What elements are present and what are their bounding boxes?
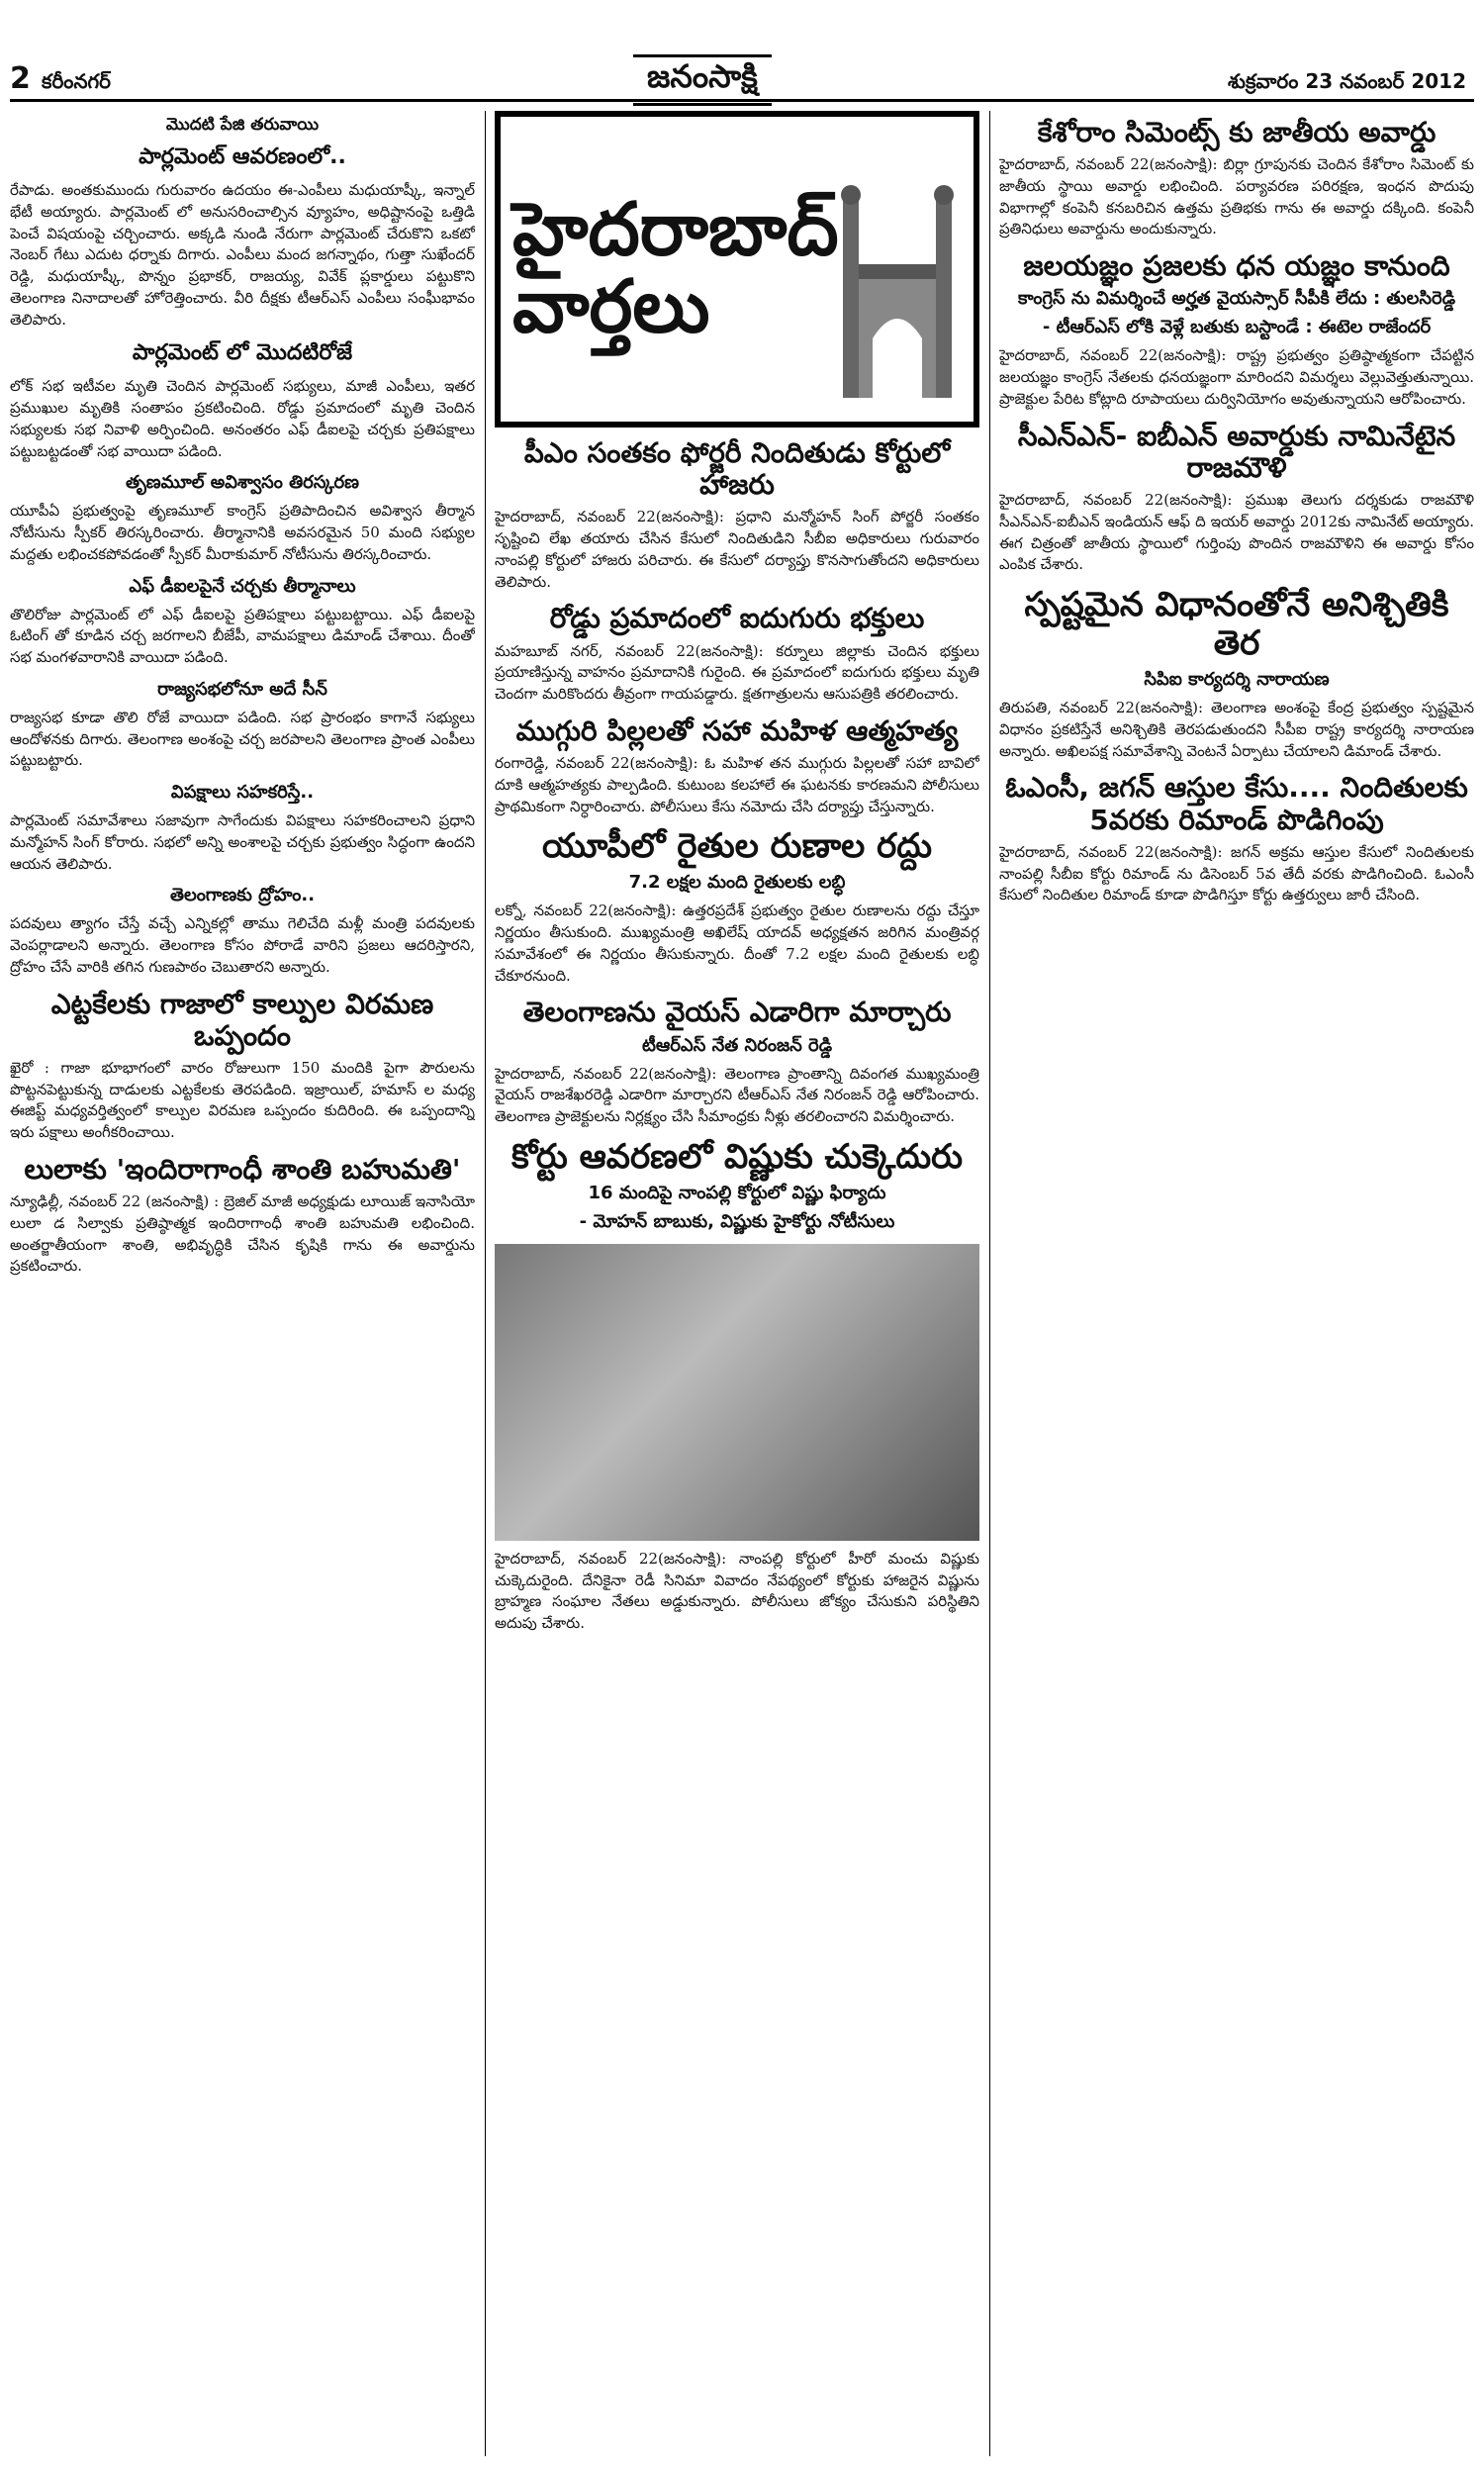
news-story (10, 782, 475, 875)
headline: పీఎం సంతకం ఫోర్జరీ నిందితుడు కోర్టులో హాజరు (523, 436, 951, 502)
story-body: యూపీఏ ప్రభుత్వంపై తృణమూల్ కాంగ్రెస్ ప్రతిపాదించిన అవిశ్వాస తీర్మాన నోటీసును స్పీకర్ తిరస్కరించారు. తీర్మానానికి అవసరమైన 50 మంది సభ్యుల మద్దతు లభించకపోవడంతో స్పీకర్ మీరాకుమార్ నోటీసును తిరస్కరించారు. (10, 502, 475, 563)
news-photo (495, 1244, 979, 1541)
story-body: హైదరాబాద్, నవంబర్ 22(జనంసాక్షి): బిర్లా గ్రూపునకు చెందిన కేశోరాం సిమెంట్ కు జాతీయ స్థాయి అవార్డు లభించింది. పర్యావరణ పరిరక్షణ, ఇంధన పొదుపు విభాగాల్లో కంపెనీ కనబరిచిన ఉత్తమ ప్రతిభకు గాను ఈ అవార్డు దక్కింది. కంపెనీ ప్రతినిధులు అవార్డును అందుకున్నారు. (999, 155, 1474, 238)
headline: ఓఎంసీ, జగన్ ఆస్తుల కేసు.... నిందితులకు 5వరకు రిమాండ్ పొడిగింపు (1005, 771, 1468, 836)
continued-label: మొదటి పేజి తరువాయి (165, 115, 320, 135)
column-left (10, 111, 475, 2456)
news-story (10, 576, 475, 669)
headline: తెలంగాణను వైయస్ ఎడారిగా మార్చారు (522, 996, 952, 1029)
story-body: న్యూఢిల్లీ, నవంబర్ 22 (జనంసాక్షి) : బ్రెజిల్ మాజీ అధ్యక్షుడు లూయిజ్ ఇనాసియో లులా డ సిల్వాకు ప్రతిష్ఠాత్మక ఇందిరాగాంధీ శాంతి బహుమతి లభించింది. అంతర్జాతీయంగా శాంతి, అభివృద్ధికి చేసిన కృషికి గాను ఈ అవార్డును ప్రకటించారు. (10, 1192, 475, 1276)
story-body: లక్నో, నవంబర్ 22(జనంసాక్షి): ఉత్తరప్రదేశ్ ప్రభుత్వం రైతుల రుణాలను రద్దు చేస్తూ నిర్ణయం తీసుకుంది. ముఖ్యమంత్రి అఖిలేష్ యాదవ్ అధ్యక్షతన జరిగిన మంత్రివర్గ సమావేశంలో ఈ నిర్ణయం తీసుకున్నారు. దీంతో 7.2 లక్షల మంది రైతులకు లబ్ధి చేకూరనుంది. (495, 902, 979, 985)
story-body: హైదరాబాద్, నవంబర్ 22(జనంసాక్షి): తెలంగాణ ప్రాంతాన్ని దివంగత ముఖ్యమంత్రి వైయస్ రాజశేఖరరెడ్డి ఎడారిగా మార్చారని టీఆర్ఎస్ నేత నిరంజన్ రెడ్డి ఆరోపించారు. తెలంగాణ ప్రాజెక్టులను నిర్లక్ష్యం చేసి సీమాంధ్రకు నీళ్లు తరలించారని విమర్శించారు. (495, 1064, 979, 1126)
story-body: తొలిరోజు పార్లమెంట్ లో ఎఫ్ డీఐలపై ప్రతిపక్షాలు పట్టుబట్టాయి. ఎఫ్ డీఐలపై ఓటింగ్ తో కూడిన చర్చ జరగాలని బీజేపీ, వామపక్షాలు డిమాండ్ చేశాయి. దీంతో సభ మంగళవారానికి వాయిదా పడింది. (10, 605, 475, 666)
subheadline: - మోహన్ బాబుకు, విష్ణుకు హైకోర్టు నోటీసులు (579, 1210, 895, 1232)
story-body: తిరుపతి, నవంబర్ 22(జనంసాక్షి): తెలంగాణ అంశంపై కేంద్ర ప్రభుత్వం స్పష్టమైన విధానం ప్రకటిస్తేనే అనిశ్చితికి తెరపడుతుందని సీపీఐ రాష్ట్ర కార్యదర్శి నారాయణ అన్నారు. అఖిలపక్ష సమావేశాన్ని వెంటనే ఏర్పాటు చేయాలని డిమాండ్ చేశారు. (999, 699, 1474, 760)
section-name: కరీంనగర్ (42, 69, 111, 93)
headline: తెలంగాణకు ద్రోహం.. (169, 885, 316, 906)
news-story (495, 715, 979, 817)
subheadline: కాంగ్రెస్ ను విమర్శించే అర్హత వైయస్సార్ సీపీకి లేదు : తులసిరెడ్డి (1017, 288, 1456, 310)
news-story (999, 117, 1474, 240)
story-body: హైదరాబాద్, నవంబర్ 22(జనంసాక్షి): నాంపల్లి కోర్టులో హీరో మంచు విష్ణుకు చుక్కెదురైంది. దేనికైనా రెడీ సినిమా వివాదం నేపథ్యంలో కోర్టుకు హాజరైన విష్ణును బ్రాహ్మణ సంఘాల నేతలు అడ్డుకున్నారు. పోలీసులు జోక్యం చేసుకుని పరిస్థితిని అదుపు చేశారు. (495, 1549, 979, 1633)
headline: లులాకు 'ఇందిరాగాంధీ శాంతి బహుమతి' (24, 1152, 461, 1186)
story-body: పదవులు త్యాగం చేస్తే వచ్చే ఎన్నికల్లో తాము గెలిచేది మళ్లీ మంత్రి పదవులకు వెంపర్లాడాలని అన్నారు. తెలంగాణ కోసం పోరాడే వారిని ప్రజలు ఆదరిస్తారని, ద్రోహం చేసే వారికి తగిన గుణపాఠం చెబుతారని అన్నారు. (10, 914, 475, 976)
section-brand-title: హైదరాబాద్ వార్తలు (512, 187, 839, 349)
story-body: హైదరాబాద్, నవంబర్ 22(జనంసాక్షి): ప్రధాని మన్మోహన్ సింగ్ పోర్జరీ సంతకం సృష్టించి లేఖ తయారు చేసిన కేసులో నిందితుడిని సీబీఐ అధికారులు గురువారం నాంపల్లి కోర్టులో హాజరు పరిచారు. ఈ కేసులో దర్యాప్తు కొనసాగుతోందని అధికారులు తెలిపారు. (495, 508, 979, 591)
headline: రాజ్యసభలోనూ అదే సీన్ (157, 678, 327, 700)
news-story (10, 989, 475, 1144)
headline: విపక్షాలు సహకరిస్తే.. (170, 782, 315, 803)
story-body: హైదరాబాద్, నవంబర్ 22(జనంసాక్షి): జగన్ అక్రమ ఆస్తుల కేసులో నిందితులకు నాంపల్లి సీబీఐ కోర్టు రిమాండ్ ను డిసెంబర్ 5వ తేదీ వరకు పొడిగించింది. ఓఎంసీ కేసులో నిందితుల రిమాండ్ కూడా పొడిగిస్తూ కోర్టు ఉత్తర్వులు జారీ చేసింది. (999, 842, 1474, 904)
news-story (495, 997, 979, 1127)
headline: రోడ్డు ప్రమాదంలో ఐదుగురు భక్తులు (549, 602, 925, 635)
issue-date: శుక్రవారం 23 నవంబర్ 2012 (1228, 69, 1466, 93)
story-body: రేపాడు. అంతకుముందు గురువారం ఉదయం ఈ-ఎంపీలు మధుయాష్కీ, ఇన్నాల్ భేటీ అయ్యారు. పార్లమెంట్ లో అనుసరించాల్సిన వ్యూహం, అధిష్టానంపై ఒత్తిడి పెంచే విషయంపై చర్చించారు. అక్కడి నుండి నేరుగా పార్లమెంట్ చేరుకొని ఒకటో నెంబర్ గేటు ఎదుట ధర్నాకు దిగారు. ఎంపీలు మంద జగన్నాథం, గుత్తా సుఖేందర్ రెడ్డి, మధుయాష్కీ, పొన్నం ప్రభాకర్, రాజయ్య, వివేక్ ప్లకార్డులు పట్టుకొని తెలంగాణ నినాదాలతో హోరెత్తించారు. వీరి దీక్షకు టీఆర్ఎస్ ఎంపీలు సంఘీభావం తెలిపారు. (10, 181, 475, 329)
story-body: హైదరాబాద్, నవంబర్ 22(జనంసాక్షి): రాష్ట్ర ప్రభుత్వం ప్రతిష్ఠాత్మకంగా చేపట్టిన జలయజ్ఞం కాంగ్రెస్ నేతలకు ధనయజ్ఞంగా మారిందని విమర్శలు వెల్లువెత్తుతున్నాయి. ప్రాజెక్టుల పేరిట కోట్లాది రూపాయలు దుర్వినియోగం అవుతున్నాయని ఆరోపించారు. (999, 346, 1474, 408)
charminar-icon (833, 141, 962, 398)
news-story (10, 472, 475, 565)
news-story (10, 679, 475, 772)
news-story (495, 603, 979, 705)
newspaper-name: జనంసాక్షి (633, 54, 772, 106)
headline: కోర్టు ఆవరణలో విష్ణుకు చుక్కెదురు (510, 1136, 964, 1177)
news-story (10, 1154, 475, 1278)
headline: పార్లమెంట్ ఆవరణంలో.. (139, 144, 346, 169)
news-story (999, 421, 1474, 576)
news-story (495, 1138, 979, 1635)
story-body: హైదరాబాద్, నవంబర్ 22(జనంసాక్షి): ప్రముఖ తెలుగు దర్శకుడు రాజమౌళి సీఎన్ఎన్-ఐబీఎన్ ఇండియన్ ఆఫ్ ది ఇయర్ అవార్డు 2012కు నామినేట్ అయ్యారు. ఈగ చిత్రంతో జాతీయ స్థాయిలో గుర్తింపు పొందిన రాజమౌళిని ఈ అవార్డు కోసం ఎంపిక చేశారు. (999, 491, 1474, 574)
headline: జలయజ్ఞం ప్రజలకు ధన యజ్ఞం కానుంది (1023, 249, 1450, 283)
story-body: లోక్ సభ ఇటీవల మృతి చెందిన పార్లమెంట్ సభ్యులు, మాజీ ఎంపీలు, ఇతర ప్రముఖుల మృతికి సంతాపం ప్రకటించింది. రోడ్డు ప్రమాదంలో మృతి చెందిన సభ్యులకు సభ నివాళి అర్పించింది. అనంతరం ఎఫ్ డీఐలపై చర్చకు ప్రతిపక్షాలు పట్టుబట్టడంతో సభ వాయిదా పడింది. (10, 377, 475, 460)
section-brand-box (495, 111, 979, 428)
subheadline: సిపిఐ కార్యదర్శి నారాయణ (1144, 669, 1330, 691)
page-number: 2 (10, 61, 31, 96)
subheadline: 16 మందిపై నాంపల్లి కోర్టులో విష్ణు ఫిర్యాదు (588, 1182, 886, 1203)
story-body: ఖైరో : గాజా భూభాగంలో వారం రోజులుగా 150 మందికి పైగా పౌరులను పొట్టనపెట్టుకున్న దాడులకు ఎట్టకేలకు తెరపడింది. ఇజ్రాయిల్, హమాస్ ల మధ్య ఈజిప్ట్ మధ్యవర్తిత్వంలో కాల్పుల విరమణ ఒప్పందం కుదిరింది. ఈ ఒప్పందాన్ని ఇరు పక్షాలు అంగీకరించాయి. (10, 1058, 475, 1142)
subheadline: టీఆర్ఎస్ నేత నిరంజన్ రెడ్డి (641, 1034, 833, 1056)
headline: యూపీలో రైతుల రుణాల రద్దు (541, 826, 933, 867)
news-story (495, 437, 979, 593)
headline: స్పష్టమైన విధానంతోనే అనిశ్చితికి తెర (1024, 585, 1449, 664)
header-rule (10, 99, 1474, 102)
story-body: రాజ్యసభ కూడా తొలి రోజే వాయిదా పడింది. సభ ప్రారంభం కాగానే సభ్యులు ఆందోళనకు దిగారు. తెలంగాణ అంశంపై చర్చ జరపాలని తెలంగాణ ప్రాంత ఎంపీలు పట్టుబట్టారు. (10, 708, 475, 770)
news-story (10, 885, 475, 978)
headline: కేశోరాం సిమెంట్స్ కు జాతీయ అవార్డు (1037, 116, 1437, 148)
headline: ముగ్గురి పిల్లలతో సహా మహిళ ఆత్మహత్య (515, 714, 959, 747)
news-story (10, 340, 475, 462)
story-body: పార్లమెంట్ సమావేశాలు సజావుగా సాగేందుకు విపక్షాలు సహకరించాలని ప్రధాని మన్మోహన్ సింగ్ కోరారు. సభలో అన్ని అంశాలపై చర్చకు ప్రభుత్వం సిద్ధంగా ఉందని ఆయన తెలిపారు. (10, 811, 475, 873)
story-body: రంగారెడ్డి, నవంబర్ 22(జనంసాక్షి): ఓ మహిళ తన ముగ్గురు పిల్లలతో సహా బావిలో దూకి ఆత్మహత్యకు పాల్పడింది. కుటుంబ కలహాలే ఈ ఘటనకు కారణమని పోలీసులు ప్రాథమికంగా నిర్ధారించారు. పోలీసులు కేసు నమోదు చేసి దర్యాప్తు చేస్తున్నారు. (495, 754, 979, 815)
news-story (999, 586, 1474, 762)
column-divider (485, 111, 486, 2456)
subheadline: 7.2 లక్షల మంది రైతులకు లబ్ధి (628, 872, 846, 894)
news-story (999, 250, 1474, 410)
news-story (10, 115, 475, 331)
subheadline: - టీఆర్ఎస్ లోకి వెళ్లే బతుకు బస్టాండే : ఈటెల రాజేందర్ (1042, 317, 1432, 338)
column-right (999, 111, 1474, 2456)
headline: ఎట్టకేలకు గాజాలో కాల్పుల విరమణ ఒప్పందం (50, 987, 434, 1052)
news-story (999, 772, 1474, 906)
headline: సీఎన్ఎన్- ఐబీఎన్ అవార్డుకు నామినేటైన రాజమౌళి (1017, 419, 1456, 484)
news-story (495, 827, 979, 987)
story-body: మహబూబ్ నగర్, నవంబర్ 22(జనంసాక్షి): కర్నూలు జిల్లాకు చెందిన భక్తులు ప్రయాణిస్తున్న వాహనం ప్రమాదానికి గురైంది. ఈ ప్రమాదంలో ఐదుగురు భక్తులు మృతి చెందగా మరికొందరు తీవ్రంగా గాయపడ్డారు. క్షతగాత్రులను ఆసుపత్రికి తరలించారు. (495, 641, 979, 704)
column-middle (495, 111, 979, 2456)
headline: ఎఫ్ డీఐలపైనే చర్చకు తీర్మానాలు (129, 575, 356, 597)
headline: తృణమూల్ అవిశ్వాసం తిరస్కరణ (125, 472, 360, 494)
masthead (0, 0, 1484, 94)
headline: పార్లమెంట్ లో మొదటిరోజే (132, 340, 353, 366)
column-divider (989, 111, 990, 2456)
